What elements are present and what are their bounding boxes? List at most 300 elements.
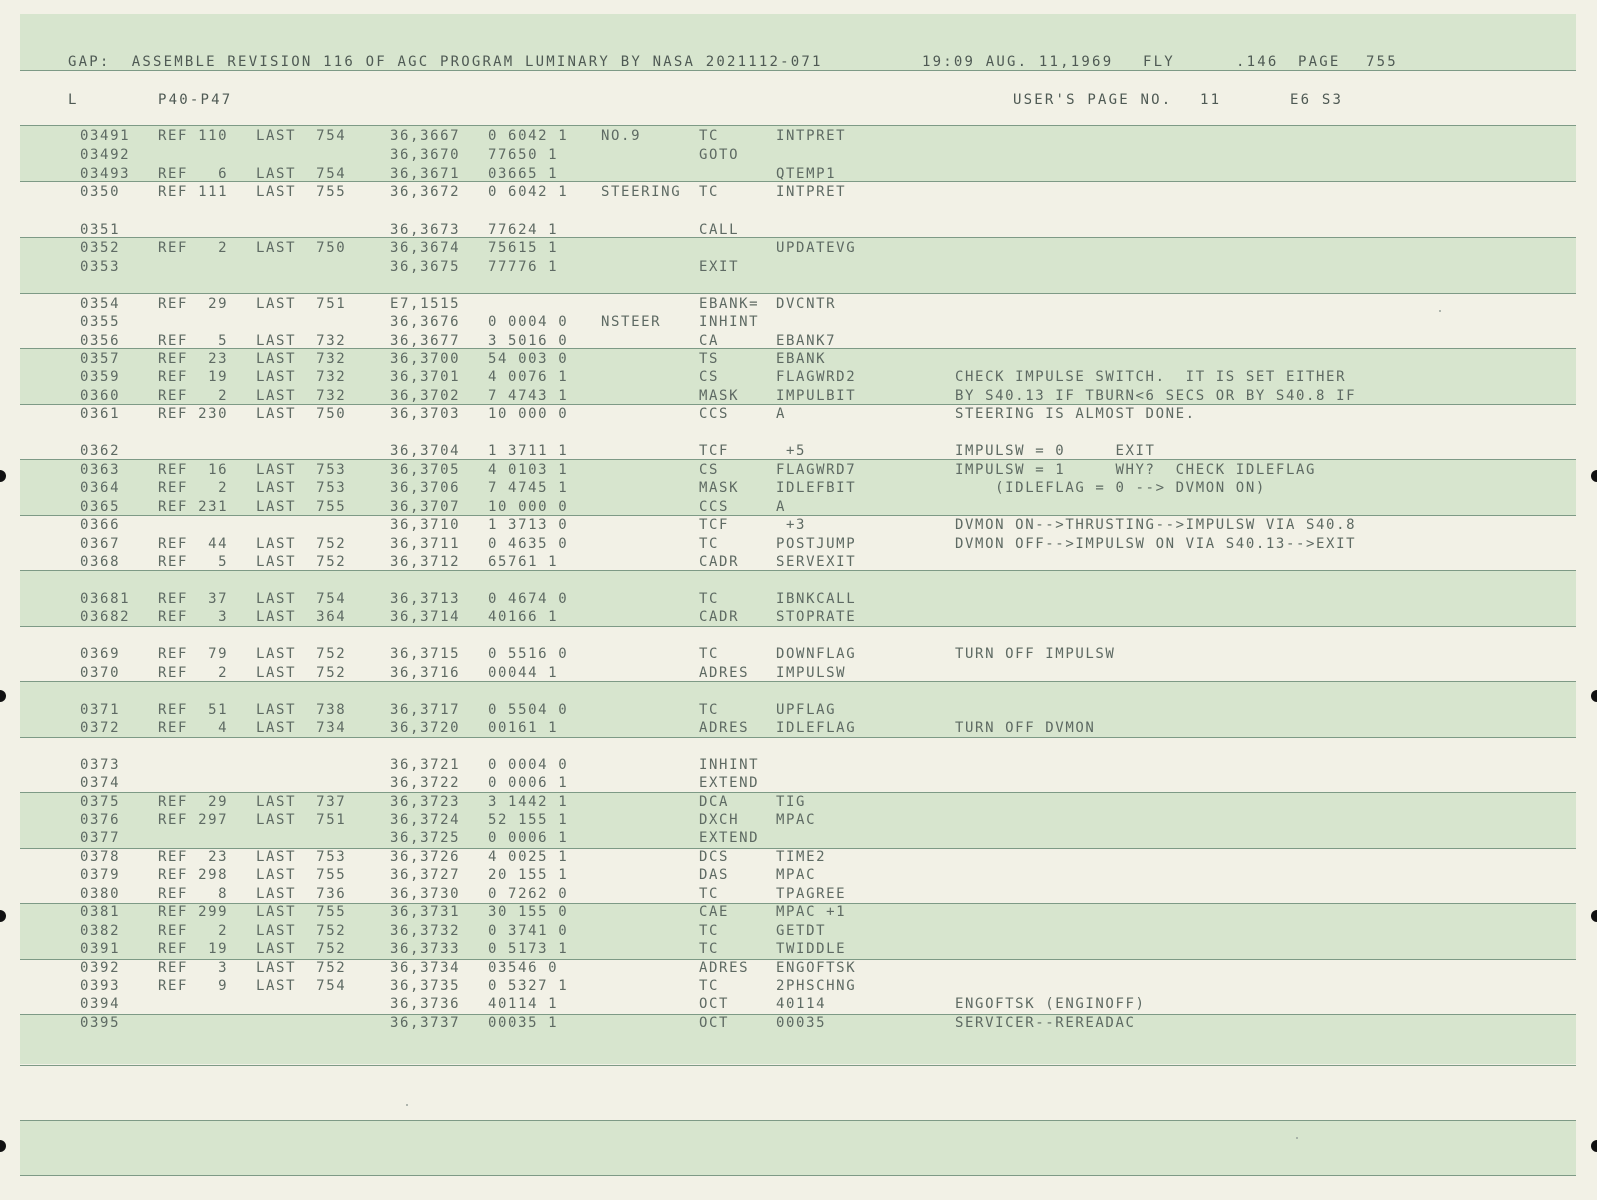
row-word: 4 0076 1 xyxy=(488,369,569,385)
band-rule xyxy=(20,70,1576,71)
row-op: CS xyxy=(699,462,720,478)
row-op: INHINT xyxy=(699,757,760,773)
row-op: CADR xyxy=(699,609,740,625)
row-word: 40114 1 xyxy=(488,996,559,1012)
row-ref: REF 5 xyxy=(158,333,229,349)
row-loc: 0376 xyxy=(80,812,121,828)
row-operand: MPAC xyxy=(776,867,817,883)
row-loc: 0374 xyxy=(80,775,121,791)
row-loc: 0363 xyxy=(80,462,121,478)
row-ref: REF 23 xyxy=(158,351,229,367)
section-title: P40-P47 xyxy=(158,92,233,108)
row-word: 40166 1 xyxy=(488,609,559,625)
row-op: ADRES xyxy=(699,960,750,976)
row-loc: 0378 xyxy=(80,849,121,865)
row-operand: TIME2 xyxy=(776,849,827,865)
tractor-hole xyxy=(1591,470,1597,482)
row-op: OCT xyxy=(699,996,730,1012)
row-last: LAST 751 xyxy=(256,812,347,828)
row-ref: REF 2 xyxy=(158,480,229,496)
row-ref: REF 9 xyxy=(158,978,229,994)
listing-marker: L xyxy=(68,92,79,108)
row-comment: IMPULSW = 1 WHY? CHECK IDLEFLAG xyxy=(955,462,1317,478)
row-operand: INTPRET xyxy=(776,128,847,144)
row-operand: FLAGWRD7 xyxy=(776,462,857,478)
row-word: 52 155 1 xyxy=(488,812,569,828)
row-last: LAST 732 xyxy=(256,369,347,385)
row-op: TC xyxy=(699,886,720,902)
band-rule xyxy=(20,792,1576,793)
row-op: DXCH xyxy=(699,812,740,828)
row-op: INHINT xyxy=(699,314,760,330)
listing-title: GAP: ASSEMBLE REVISION 116 OF AGC PROGRAM LUMINARY BY NASA 2021112-071 xyxy=(68,54,823,70)
row-operand: UPDATEVG xyxy=(776,240,857,256)
row-operand: SERVEXIT xyxy=(776,554,857,570)
row-addr: 36,3710 xyxy=(390,517,461,533)
row-op: TC xyxy=(699,128,720,144)
row-word: 0 0006 1 xyxy=(488,830,569,846)
listing-time-value: .146 xyxy=(1236,54,1279,70)
row-last: LAST 738 xyxy=(256,702,347,718)
row-loc: 0382 xyxy=(80,923,121,939)
row-last: LAST 752 xyxy=(256,960,347,976)
row-word: 4 0025 1 xyxy=(488,849,569,865)
row-loc: 0353 xyxy=(80,259,121,275)
row-addr: 36,3714 xyxy=(390,609,461,625)
row-ref: REF 231 xyxy=(158,499,229,515)
row-loc: 03491 xyxy=(80,128,131,144)
row-ref: REF 29 xyxy=(158,296,229,312)
row-addr: 36,3706 xyxy=(390,480,461,496)
row-word: 0 7262 0 xyxy=(488,886,569,902)
row-operand: INTPRET xyxy=(776,184,847,200)
row-word: 30 155 0 xyxy=(488,904,569,920)
band-rule xyxy=(20,626,1576,627)
row-addr: 36,3723 xyxy=(390,794,461,810)
row-ref: REF 8 xyxy=(158,886,229,902)
row-word: 3 5016 0 xyxy=(488,333,569,349)
row-operand: TWIDDLE xyxy=(776,941,847,957)
row-addr: 36,3716 xyxy=(390,665,461,681)
row-op: OCT xyxy=(699,1015,730,1031)
row-op: DCA xyxy=(699,794,730,810)
row-operand: QTEMP1 xyxy=(776,166,837,182)
row-op: CADR xyxy=(699,554,740,570)
row-addr: 36,3702 xyxy=(390,388,461,404)
row-loc: 0365 xyxy=(80,499,121,515)
paper-speck xyxy=(1439,310,1441,312)
row-word: 03546 0 xyxy=(488,960,559,976)
row-comment: DVMON OFF-->IMPULSW ON VIA S40.13-->EXIT xyxy=(955,536,1357,552)
row-operand: ENGOFTSK xyxy=(776,960,857,976)
row-loc: 0375 xyxy=(80,794,121,810)
row-operand: IBNKCALL xyxy=(776,591,857,607)
row-ref: REF 23 xyxy=(158,849,229,865)
row-comment: TURN OFF DVMON xyxy=(955,720,1096,736)
row-loc: 0393 xyxy=(80,978,121,994)
row-addr: 36,3670 xyxy=(390,147,461,163)
row-addr: 36,3722 xyxy=(390,775,461,791)
page-number: 755 xyxy=(1366,54,1398,70)
row-operand: IDLEFBIT xyxy=(776,480,857,496)
row-loc: 03492 xyxy=(80,147,131,163)
row-word: 0 0006 1 xyxy=(488,775,569,791)
row-op: CS xyxy=(699,369,720,385)
row-operand: DVCNTR xyxy=(776,296,837,312)
row-op: ADRES xyxy=(699,720,750,736)
row-word: 03665 1 xyxy=(488,166,559,182)
row-last: LAST 754 xyxy=(256,591,347,607)
row-ref: REF 111 xyxy=(158,184,229,200)
tractor-hole xyxy=(0,470,6,482)
row-loc: 0354 xyxy=(80,296,121,312)
row-loc: 0381 xyxy=(80,904,121,920)
row-last: LAST 750 xyxy=(256,240,347,256)
band-rule xyxy=(20,404,1576,405)
row-operand: +3 xyxy=(776,517,807,533)
page-label: PAGE xyxy=(1298,54,1341,70)
band-rule xyxy=(20,1120,1576,1121)
row-addr: 36,3673 xyxy=(390,222,461,238)
row-op: TC xyxy=(699,923,720,939)
row-addr: 36,3703 xyxy=(390,406,461,422)
row-word: 10 000 0 xyxy=(488,406,569,422)
row-ref: REF 16 xyxy=(158,462,229,478)
user-page-number: 11 xyxy=(1200,92,1222,108)
paper-speck xyxy=(1296,1137,1298,1139)
row-ref: REF 110 xyxy=(158,128,229,144)
row-word: 0 5173 1 xyxy=(488,941,569,957)
row-addr: 36,3704 xyxy=(390,443,461,459)
row-addr: 36,3701 xyxy=(390,369,461,385)
row-word: 0 0004 0 xyxy=(488,314,569,330)
row-loc: 0391 xyxy=(80,941,121,957)
row-word: 77624 1 xyxy=(488,222,559,238)
row-addr: 36,3725 xyxy=(390,830,461,846)
row-operand: TPAGREE xyxy=(776,886,847,902)
row-ref: REF 2 xyxy=(158,240,229,256)
row-word: 0 3741 0 xyxy=(488,923,569,939)
row-last: LAST 732 xyxy=(256,333,347,349)
row-operand: MPAC xyxy=(776,812,817,828)
row-comment: BY S40.13 IF TBURN<6 SECS OR BY S40.8 IF xyxy=(955,388,1357,404)
row-op: MASK xyxy=(699,388,740,404)
row-op: TC xyxy=(699,646,720,662)
tractor-hole xyxy=(0,690,6,702)
row-addr: 36,3720 xyxy=(390,720,461,736)
row-addr: 36,3715 xyxy=(390,646,461,662)
row-ref: REF 19 xyxy=(158,369,229,385)
row-loc: 03681 xyxy=(80,591,131,607)
band-rule xyxy=(20,237,1576,238)
row-word: 00161 1 xyxy=(488,720,559,736)
row-comment: ENGOFTSK (ENGINOFF) xyxy=(955,996,1146,1012)
row-word: 00044 1 xyxy=(488,665,559,681)
row-op: TCF xyxy=(699,443,730,459)
band-rule xyxy=(20,459,1576,460)
row-loc: 0368 xyxy=(80,554,121,570)
row-comment: DVMON ON-->THRUSTING-->IMPULSW VIA S40.8 xyxy=(955,517,1357,533)
tractor-hole xyxy=(0,1140,6,1152)
row-ref: REF 2 xyxy=(158,923,229,939)
row-loc: 0361 xyxy=(80,406,121,422)
row-word: 1 3713 0 xyxy=(488,517,569,533)
row-op: EBANK= xyxy=(699,296,760,312)
row-loc: 0371 xyxy=(80,702,121,718)
row-ref: REF 6 xyxy=(158,166,229,182)
listing-code: E6 S3 xyxy=(1290,92,1344,108)
row-word: 7 4743 1 xyxy=(488,388,569,404)
row-addr: 36,3676 xyxy=(390,314,461,330)
row-operand: IDLEFLAG xyxy=(776,720,857,736)
band-rule xyxy=(20,515,1576,516)
row-word: 4 0103 1 xyxy=(488,462,569,478)
row-loc: 0392 xyxy=(80,960,121,976)
row-loc: 0394 xyxy=(80,996,121,1012)
row-ref: REF 297 xyxy=(158,812,229,828)
row-operand: 40114 xyxy=(776,996,827,1012)
tractor-hole xyxy=(0,910,6,922)
row-loc: 0366 xyxy=(80,517,121,533)
row-op: TC xyxy=(699,941,720,957)
row-operand: MPAC +1 xyxy=(776,904,847,920)
row-op: ADRES xyxy=(699,665,750,681)
band-rule xyxy=(20,737,1576,738)
band-rule xyxy=(20,1065,1576,1066)
row-last: LAST 754 xyxy=(256,166,347,182)
row-op: EXIT xyxy=(699,259,740,275)
row-last: LAST 732 xyxy=(256,351,347,367)
row-last: LAST 755 xyxy=(256,867,347,883)
row-addr: 36,3713 xyxy=(390,591,461,607)
row-operand: EBANK7 xyxy=(776,333,837,349)
row-ref: REF 5 xyxy=(158,554,229,570)
row-last: LAST 732 xyxy=(256,388,347,404)
row-addr: 36,3700 xyxy=(390,351,461,367)
row-addr: 36,3727 xyxy=(390,867,461,883)
band-rule xyxy=(20,681,1576,682)
row-last: LAST 752 xyxy=(256,941,347,957)
row-label: NSTEER xyxy=(601,314,662,330)
row-loc: 0370 xyxy=(80,665,121,681)
row-last: LAST 755 xyxy=(256,184,347,200)
row-operand: FLAGWRD2 xyxy=(776,369,857,385)
row-operand: GETDT xyxy=(776,923,827,939)
row-op: TC xyxy=(699,184,720,200)
row-addr: 36,3732 xyxy=(390,923,461,939)
row-loc: 0369 xyxy=(80,646,121,662)
row-addr: 36,3667 xyxy=(390,128,461,144)
row-last: LAST 752 xyxy=(256,923,347,939)
row-loc: 0350 xyxy=(80,184,121,200)
row-op: TC xyxy=(699,978,720,994)
row-ref: REF 3 xyxy=(158,960,229,976)
row-comment: (IDLEFLAG = 0 --> DVMON ON) xyxy=(955,480,1266,496)
row-op: TCF xyxy=(699,517,730,533)
row-op: EXTEND xyxy=(699,775,760,791)
row-ref: REF 19 xyxy=(158,941,229,957)
row-op: CALL xyxy=(699,222,740,238)
row-last: LAST 752 xyxy=(256,554,347,570)
row-addr: 36,3712 xyxy=(390,554,461,570)
row-loc: 03493 xyxy=(80,166,131,182)
row-loc: 0395 xyxy=(80,1015,121,1031)
row-loc: 0380 xyxy=(80,886,121,902)
band-rule xyxy=(20,1175,1576,1176)
row-op: MASK xyxy=(699,480,740,496)
row-addr: 36,3707 xyxy=(390,499,461,515)
row-word: 75615 1 xyxy=(488,240,559,256)
row-ref: REF 4 xyxy=(158,720,229,736)
row-word: 00035 1 xyxy=(488,1015,559,1031)
row-last: LAST 753 xyxy=(256,849,347,865)
row-loc: 0364 xyxy=(80,480,121,496)
row-op: CCS xyxy=(699,406,730,422)
row-loc: 0362 xyxy=(80,443,121,459)
row-loc: 0372 xyxy=(80,720,121,736)
row-word: 54 003 0 xyxy=(488,351,569,367)
row-op: TC xyxy=(699,536,720,552)
band-rule xyxy=(20,125,1576,126)
row-operand: IMPULSW xyxy=(776,665,847,681)
row-loc: 0359 xyxy=(80,369,121,385)
row-last: LAST 752 xyxy=(256,536,347,552)
row-ref: REF 298 xyxy=(158,867,229,883)
row-ref: REF 51 xyxy=(158,702,229,718)
row-loc: 0367 xyxy=(80,536,121,552)
row-ref: REF 3 xyxy=(158,609,229,625)
row-last: LAST 755 xyxy=(256,499,347,515)
row-op: CA xyxy=(699,333,720,349)
row-word: 0 4674 0 xyxy=(488,591,569,607)
row-addr: 36,3734 xyxy=(390,960,461,976)
row-last: LAST 752 xyxy=(256,646,347,662)
row-word: 20 155 1 xyxy=(488,867,569,883)
tractor-hole xyxy=(1591,1140,1597,1152)
row-addr: 36,3671 xyxy=(390,166,461,182)
row-addr: 36,3675 xyxy=(390,259,461,275)
row-operand: A xyxy=(776,406,787,422)
row-operand: POSTJUMP xyxy=(776,536,857,552)
row-addr: 36,3674 xyxy=(390,240,461,256)
band-rule xyxy=(20,293,1576,294)
row-addr: 36,3737 xyxy=(390,1015,461,1031)
row-operand: EBANK xyxy=(776,351,827,367)
row-comment: CHECK IMPULSE SWITCH. IT IS SET EITHER xyxy=(955,369,1347,385)
paper-speck xyxy=(406,1104,408,1106)
row-addr: 36,3735 xyxy=(390,978,461,994)
row-op: TC xyxy=(699,702,720,718)
row-operand: UPFLAG xyxy=(776,702,837,718)
row-addr: 36,3717 xyxy=(390,702,461,718)
row-last: LAST 734 xyxy=(256,720,347,736)
row-addr: 36,3730 xyxy=(390,886,461,902)
row-word: 0 0004 0 xyxy=(488,757,569,773)
row-word: 0 6042 1 xyxy=(488,184,569,200)
row-operand: STOPRATE xyxy=(776,609,857,625)
row-loc: 0357 xyxy=(80,351,121,367)
row-comment: IMPULSW = 0 EXIT xyxy=(955,443,1156,459)
row-addr: 36,3711 xyxy=(390,536,461,552)
row-op: EXTEND xyxy=(699,830,760,846)
row-last: LAST 753 xyxy=(256,462,347,478)
row-operand: A xyxy=(776,499,787,515)
row-addr: 36,3731 xyxy=(390,904,461,920)
row-last: LAST 364 xyxy=(256,609,347,625)
row-op: TS xyxy=(699,351,720,367)
row-addr: 36,3677 xyxy=(390,333,461,349)
row-loc: 0356 xyxy=(80,333,121,349)
row-comment: STEERING IS ALMOST DONE. xyxy=(955,406,1196,422)
row-last: LAST 753 xyxy=(256,480,347,496)
row-addr: 36,3724 xyxy=(390,812,461,828)
row-ref: REF 37 xyxy=(158,591,229,607)
row-last: LAST 754 xyxy=(256,978,347,994)
row-loc: 0352 xyxy=(80,240,121,256)
row-last: LAST 752 xyxy=(256,665,347,681)
row-addr: 36,3736 xyxy=(390,996,461,1012)
tractor-hole xyxy=(1591,910,1597,922)
row-ref: REF 79 xyxy=(158,646,229,662)
listing-timestamp: 19:09 AUG. 11,1969 xyxy=(922,54,1114,70)
row-ref: REF 299 xyxy=(158,904,229,920)
row-word: 0 5327 1 xyxy=(488,978,569,994)
row-operand: 2PHSCHNG xyxy=(776,978,857,994)
row-loc: 0373 xyxy=(80,757,121,773)
row-label: NO.9 xyxy=(601,128,642,144)
band-rule xyxy=(20,570,1576,571)
row-comment: SERVICER--REREADAC xyxy=(955,1015,1136,1031)
row-op: DAS xyxy=(699,867,730,883)
row-word: 0 4635 0 xyxy=(488,536,569,552)
tractor-hole xyxy=(1591,690,1597,702)
row-last: LAST 737 xyxy=(256,794,347,810)
row-ref: REF 230 xyxy=(158,406,229,422)
row-last: LAST 750 xyxy=(256,406,347,422)
row-addr: 36,3705 xyxy=(390,462,461,478)
row-loc: 0355 xyxy=(80,314,121,330)
row-operand: TIG xyxy=(776,794,807,810)
row-op: CAE xyxy=(699,904,730,920)
row-loc: 03682 xyxy=(80,609,131,625)
row-loc: 0377 xyxy=(80,830,121,846)
row-op: CCS xyxy=(699,499,730,515)
green-bar xyxy=(20,1120,1576,1176)
row-last: LAST 755 xyxy=(256,904,347,920)
row-addr: 36,3726 xyxy=(390,849,461,865)
row-word: 3 1442 1 xyxy=(488,794,569,810)
row-op: TC xyxy=(699,591,720,607)
row-word: 10 000 0 xyxy=(488,499,569,515)
row-ref: REF 2 xyxy=(158,665,229,681)
row-operand: IMPULBIT xyxy=(776,388,857,404)
row-operand: +5 xyxy=(776,443,807,459)
row-addr: 36,3733 xyxy=(390,941,461,957)
row-word: 77650 1 xyxy=(488,147,559,163)
row-operand: 00035 xyxy=(776,1015,827,1031)
row-operand: DOWNFLAG xyxy=(776,646,857,662)
row-addr: E7,1515 xyxy=(390,296,461,312)
row-word: 77776 1 xyxy=(488,259,559,275)
user-page-label: USER'S PAGE NO. xyxy=(1013,92,1173,108)
row-comment: TURN OFF IMPULSW xyxy=(955,646,1116,662)
row-label: STEERING xyxy=(601,184,682,200)
row-ref: REF 2 xyxy=(158,388,229,404)
row-addr: 36,3672 xyxy=(390,184,461,200)
row-word: 0 6042 1 xyxy=(488,128,569,144)
row-word: 1 3711 1 xyxy=(488,443,569,459)
row-addr: 36,3721 xyxy=(390,757,461,773)
